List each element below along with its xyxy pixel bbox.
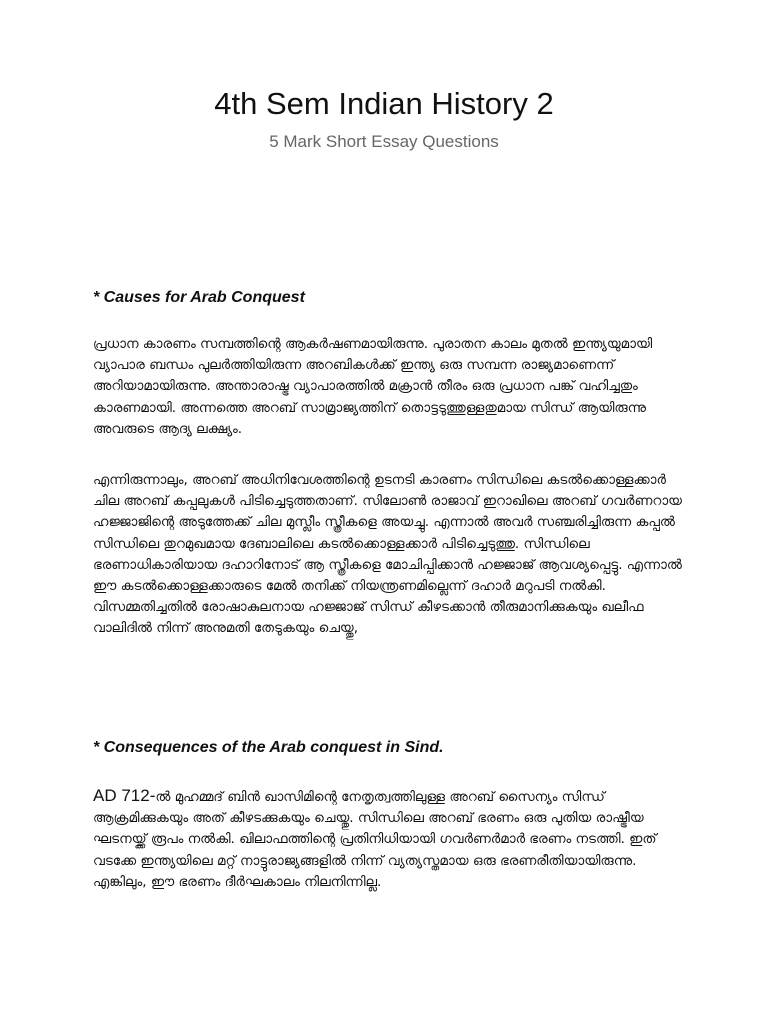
document-subtitle: 5 Mark Short Essay Questions: [269, 132, 499, 151]
paragraph-consequences-text: ൽ മുഹമ്മദ് ബിൻ ഖാസിമിന്റെ നേതൃത്വത്തിലുള്ള അറബ് സൈന്യം സിന്ധ് ആക്രമിക്കുകയും അത് കീഴടക്കുകയും ചെയ്തു. സിന്ധിലെ അറബ് ഭരണം ഒരു പുതിയ രാഷ്ട്രീയ ഘടനയ്ക്ക് രൂപം നൽകി. ഖിലാഫത്തിന്റെ പ്രതിനിധിയായി ഗവർണർമാർ ഭരണം നടത്തി. ഇത് വടക്കേ ഇന്ത്യയിലെ മറ്റ് നാട്ടുരാജ്യങ്ങളിൽ നിന്ന് വ്യത്യസ്തമായ ഒരു ഭരണരീതിയായിരുന്നു. എങ്കിലും, ഈ ഭരണം ദീർഘകാലം നിലനിന്നില്ല.: [93, 789, 657, 890]
paragraph-consequences-1: [93, 785, 685, 893]
paragraph-lead-date: AD 712-: [93, 786, 156, 805]
paragraph-causes-2: എന്നിരുന്നാലും, അറബ് അധിനിവേശത്തിന്റെ ഉടനടി കാരണം സിന്ധിലെ കടൽക്കൊള്ളക്കാർ ചില അറബ് കപ്പലുകൾ പിടിച്ചെടുത്തതാണ്. സിലോൺ രാജാവ് ഇറാഖിലെ അറബ് ഗവർണറായ ഹജ്ജാജിന്റെ അടുത്തേക്ക് ചില മുസ്ലീം സ്ത്രീകളെ അയച്ചു. എന്നാൽ അവർ സഞ്ചരിച്ചിരുന്ന കപ്പൽ സിന്ധിലെ തുറമുഖമായ ദേബാലിലെ കടൽക്കൊള്ളക്കാർ പിടിച്ചെടുത്തു. സിന്ധിലെ ഭരണാധികാരിയായ ദഹാറിനോട് ആ സ്ത്രീകളെ മോചിപ്പിക്കാൻ ഹജ്ജാജ് ആവശ്യപ്പെട്ടു. എന്നാൽ ഈ കടൽക്കൊള്ളക്കാരുടെ മേൽ തനിക്ക് നിയന്ത്രണമില്ലെന്ന് ദഹാർ മറുപടി നൽകി. വിസമ്മതിച്ചതിൽ രോഷാകുലനായ ഹജ്ജാജ് സിന്ധ് കീഴടക്കാൻ തീരുമാനിക്കുകയും ഖലീഫ വാലിദിൽ നിന്ന് അനുമതി തേടുകയും ചെയ്തു,: [93, 472, 682, 637]
section-heading-consequences: * Consequences of the Arab conquest in Sind.: [93, 739, 444, 756]
section-heading-causes: * Causes for Arab Conquest: [93, 289, 305, 306]
document-title: 4th Sem Indian History 2: [214, 86, 554, 121]
paragraph-causes-1: പ്രധാന കാരണം സമ്പത്തിന്റെ ആകർഷണമായിരുന്നു. പുരാതന കാലം മുതൽ ഇന്ത്യയുമായി വ്യാപാര ബന്ധം പുലർത്തിയിരുന്ന അറബികൾക്ക് ഇന്ത്യ ഒരു സമ്പന്ന രാജ്യമാണെന്ന് അറിയാമായിരുന്നു. അന്താരാഷ്ട്ര വ്യാപാരത്തിൽ മക്രാൻ തീരം ഒരു പ്രധാന പങ്ക് വഹിച്ചതും കാരണമായി. അന്നത്തെ അറബ് സാമ്രാജ്യത്തിന് തൊട്ടടുത്തുള്ളതുമായ സിന്ധ് ആയിരുന്നു അവരുടെ ആദ്യ ലക്ഷ്യം.: [93, 336, 653, 437]
